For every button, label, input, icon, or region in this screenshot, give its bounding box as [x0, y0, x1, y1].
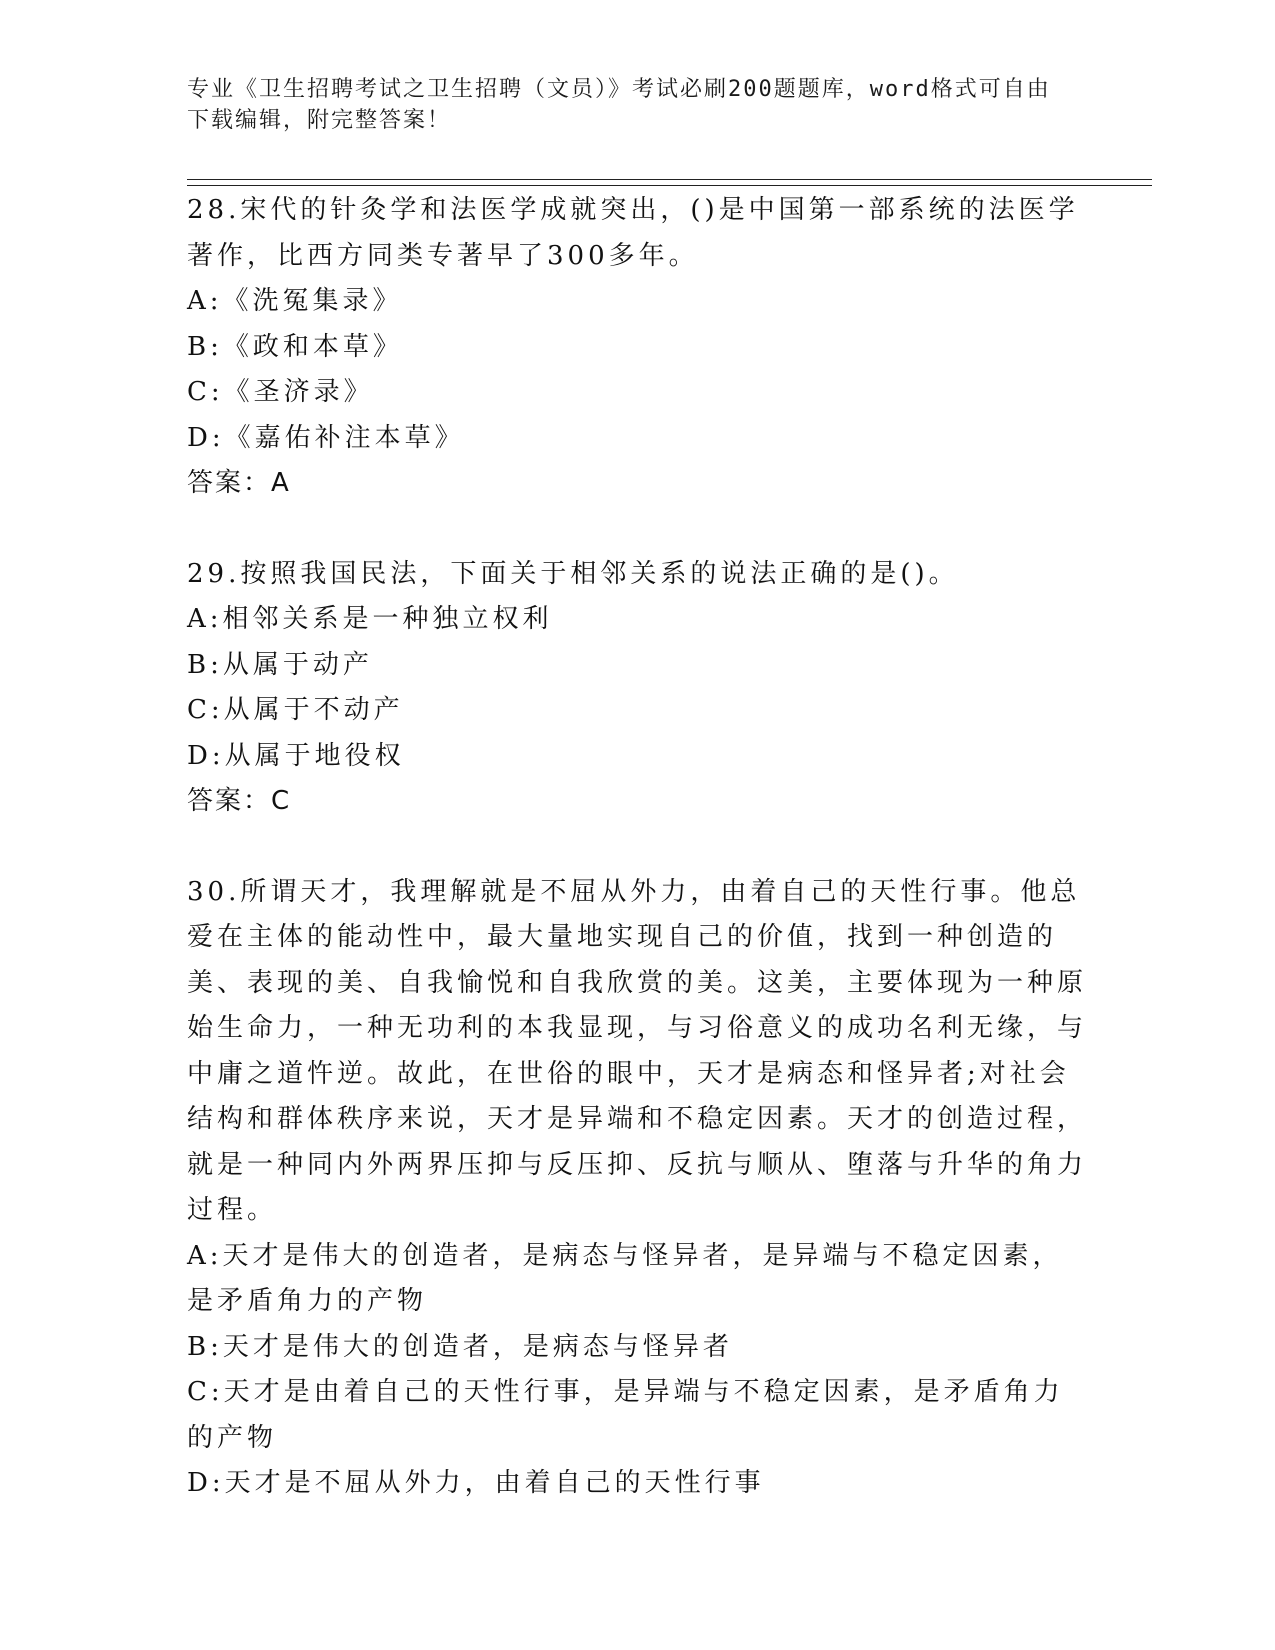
header-title: 专业《卫生招聘考试之卫生招聘（文员）》考试必刷200题题库，word格式可自由下载编辑，附完整答案！: [187, 77, 1051, 133]
header-rule-bottom: [187, 185, 1152, 186]
question-30: [187, 870, 1087, 1507]
option-d: D:从属于地役权: [187, 740, 405, 771]
option-b: B:天才是伟大的创造者，是病态与怪异者: [187, 1331, 733, 1362]
option-c: C:《圣济录》: [187, 377, 374, 407]
question-stem: 29.按照我国民法，下面关于相邻关系的说法正确的是()。: [187, 558, 959, 589]
document-header: [187, 74, 1067, 136]
option-c: C:从属于不动产: [187, 695, 404, 725]
answer-label: 答案：A: [187, 468, 291, 498]
option-a: A:《洗冤集录》: [187, 286, 403, 316]
question-list: [187, 188, 1087, 1507]
option-c: C:天才是由着自己的天性行事，是异端与不稳定因素，是矛盾角力的产物: [187, 1377, 1064, 1453]
question-stem: 28.宋代的针灸学和法医学成就突出，()是中国第一部系统的法医学著作，比西方同类专著早了300多年。: [187, 195, 1079, 271]
option-a: A:相邻关系是一种独立权利: [187, 604, 553, 634]
question-29: [187, 552, 1087, 825]
header-rule-top: [187, 179, 1152, 180]
option-d: D:天才是不屈从外力，由着自己的天性行事: [187, 1468, 765, 1498]
option-b: B:从属于动产: [187, 649, 373, 680]
option-a: A:天才是伟大的创造者，是病态与怪异者，是异端与不稳定因素，是矛盾角力的产物: [187, 1240, 1063, 1316]
option-b: B:《政和本草》: [187, 331, 403, 362]
answer-label: 答案：C: [187, 786, 292, 816]
question-28: [187, 188, 1087, 507]
question-stem: 30.所谓天才，我理解就是不屈从外力，由着自己的天性行事。他总爱在主体的能动性中，最大量地实现自己的价值，找到一种创造的美、表现的美、自我愉悦和自我欣赏的美。这美，主要体现为一种原始生命力，一种无功利的本我显现，与习俗意义的成功名利无缘，与中庸之道忤逆。故此，在世俗的眼中，天才是病态和怪异者;对社会结构和群体秩序来说，天才是异端和不稳定因素。天才的创造过程，就是一种同内外两界压抑与反压抑、反抗与顺从、堕落与升华的角力过程。: [187, 876, 1088, 1225]
option-d: D:《嘉佑补注本草》: [187, 422, 465, 453]
